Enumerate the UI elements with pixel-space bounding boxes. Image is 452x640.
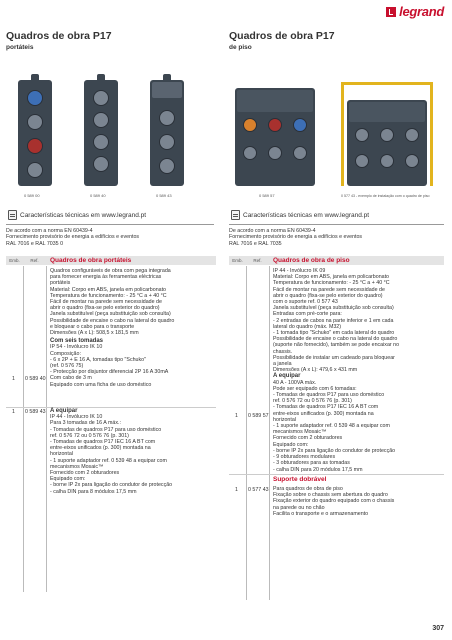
col-ref-header: Ref. (30, 258, 39, 263)
product-photo-0589-57 (235, 88, 315, 186)
left-product-photos (6, 58, 216, 198)
right-row2-ref: 0 577 43 (248, 487, 269, 493)
right-norm-line: RAL 7016 e RAL 7035 (229, 240, 282, 247)
right-row-divider (229, 474, 444, 475)
left-row1-emb: 1 (12, 376, 15, 382)
right-row2-emb: 1 (235, 487, 238, 493)
right-info-rule (229, 224, 444, 225)
col-emb-header: Emb. (232, 258, 243, 263)
col-ref-header: Ref. (253, 258, 262, 263)
right-row2-desc: Para quadros de obra de piso Fixação sobre o chassis sem abertura do quadro Fixação exterior do quadro equipado com o chassis na parede ou no chão Facilita o transporte e o armazenamento (273, 486, 395, 517)
sub-heading: A equipar (50, 408, 78, 414)
product-photo-0577-43 (347, 100, 427, 186)
document-icon (8, 210, 17, 220)
product-photo-0589-43 (150, 80, 184, 186)
left-norm-block (6, 228, 216, 247)
photo-caption-0589-43: 0 589 43 (156, 193, 172, 198)
sub-heading: Com seis tomadas (50, 338, 104, 345)
right-subtitle: de piso (229, 44, 252, 51)
left-col-divider (23, 266, 24, 592)
sub-heading: A equipar (273, 373, 301, 380)
legrand-logo (386, 4, 444, 19)
left-table-title: Quadros de obra portáteis (50, 257, 132, 264)
left-row1-ref: 0 589 40 (25, 376, 46, 382)
right-info-line[interactable] (231, 210, 369, 220)
document-icon (231, 210, 240, 220)
photo-caption-0589-00: 0 589 00 (24, 193, 40, 198)
right-norm-line: De acordo com a norma EN 60439-4 (229, 228, 316, 234)
left-header (6, 30, 216, 51)
left-row1-desc: Quadros configuráveis de obra com pega integrada para fornecer energia às ferramentas eléctricas portáteis Material: Corpo em ABS, janela em policarbonato Temperatura de funcionamento: - 25 °C a + 40 °C Fácil de montar na parede sem necessidade de abrir o quadro (fixa-se pelo exterior do quadro) Janela substituível (peça substituição sob consulta) Possibilidade de encaixe o cabo na lateral do quadro e bloquear o cabo para o transporte Dimensões (A x L): 508,5 x 181,5 mm Com seis tomadas IP 54 - Invólucro IK 10 Composição: - 6 x 2P + E 16 A, tomadas tipo "Schuko" (ref. 0 576 75) - Protecção por disjuntor diferencial 2P 16 A 30mA Com cabo de 3 m Equipado com uma ficha de uso doméstico (50, 268, 216, 388)
right-col-divider (246, 266, 247, 600)
left-subtitle: portáteis (6, 44, 34, 51)
left-row2-desc: A equipar IP 44 - Invólucro IK 10 Para 3 tomadas de 16 A máx.: - Tomadas de quadros P17 para uso doméstico ref. 0 576 72 ou 0 576 76 (p. 301) - Tomadas de quadros P17 IEC 16 A BT com entre-eixos unificados (p. 300) montada na horizontal - 1 suporte adaptador ref. 0 539 48 a equipar com mecanismos Mosaic™ Fornecido com 2 obturadores Equipado com: - borne IP 2x para ligação do condutor de protecção - calha DIN para 8 módulos 17,5 mm (50, 408, 216, 495)
right-norm-line: Fornecimento provisório de energia a edifícios e eventos (229, 234, 363, 241)
left-info-line[interactable] (8, 210, 146, 220)
right-col-divider (269, 266, 270, 600)
right-title: Quadros de obra P17 (229, 30, 335, 42)
right-row1-ref: 0 589 57 (248, 413, 269, 419)
left-row2-emb: 1 (12, 409, 15, 415)
right-norm-block (229, 228, 446, 247)
product-photo-0589-40 (84, 80, 118, 186)
left-norm-line: De acordo com a norma EN 60439-4 (6, 228, 93, 234)
left-info-rule (6, 224, 214, 225)
photo-caption-0577-43: 0 577 43 - exemplo de instalação com o quadro de piso (341, 194, 430, 198)
photo-caption-0589-40: 0 589 40 (90, 193, 106, 198)
right-product-photos (229, 58, 446, 198)
left-norm-line: Fornecimento provisório de energia a edifícios e eventos (6, 234, 140, 241)
right-table-header (229, 256, 444, 265)
left-title: Quadros de obra P17 (6, 30, 112, 42)
left-row2-ref: 0 589 43 (25, 409, 46, 415)
photo-caption-0589-57: 0 589 57 (259, 193, 275, 198)
left-table-header (6, 256, 216, 265)
left-col-divider (46, 266, 47, 592)
right-row1-emb: 1 (235, 413, 238, 419)
left-info-text[interactable]: Características técnicas em www.legrand.pt (20, 211, 147, 219)
legrand-mark-icon (386, 7, 396, 17)
col-emb-header: Emb. (9, 258, 20, 263)
right-header (229, 30, 446, 51)
left-norm-line: RAL 7016 e RAL 7035 0 (6, 240, 64, 247)
right-row2-heading: Suporte dobrável (273, 476, 327, 483)
right-info-text[interactable]: Características técnicas em www.legrand.pt (243, 211, 370, 219)
right-row1-desc: IP 44 - Invólucro IK 09 Material: Corpo em ABS, janela em policarbonato Temperatura de funcionamento: - 25 °C a + 40 °C Fácil de montar na parede sem necessidade de abrir o quadro (fixa-se pelo exterior do quadro) com o suporte ref. 0 577 43 Janela substituível (peça substituição sob consulta) Entradas com pré-corte para: - 2 entradas de cabos na parte inferior e 1 em cada lateral do quadro (máx. M32) - 1 tomada tipo "Schuko" em cada lateral do quadro Possibilidade de encaixe o cabo na lateral do quadro (suporte não fornecido), também se pode encaixar no chassis. Possibilidade de instalar um cadeado para bloquear a janela Dimensões (A x L): 479,6 x 431 mm A equipar 40 A - 100VA máx. Pode ser equipado com 6 tomadas: - Tomadas de quadros P17 para uso doméstico ref. 0 576 72 ou 0 576 76 (p. 301) - Tomadas de quadros P17 IEC 16 A BT com entre-eixos unificados (p. 300) montada na horizontal - 1 suporte adaptador ref. 0 539 48 a equipar com mecanismos Mosaic™ Fornecido com 2 obturadores Equipado com: - borne IP 2x para ligação do condutor de protecção - 9 obturadores modulares - 3 obturadores para as tomadas - calha DIN para 20 módulos 17,5 mm (273, 268, 445, 473)
page-number: 307 (432, 625, 444, 632)
brand-name: legrand (399, 4, 444, 19)
product-photo-0589-00 (18, 80, 52, 186)
right-table-title: Quadros de obra de piso (273, 257, 350, 264)
